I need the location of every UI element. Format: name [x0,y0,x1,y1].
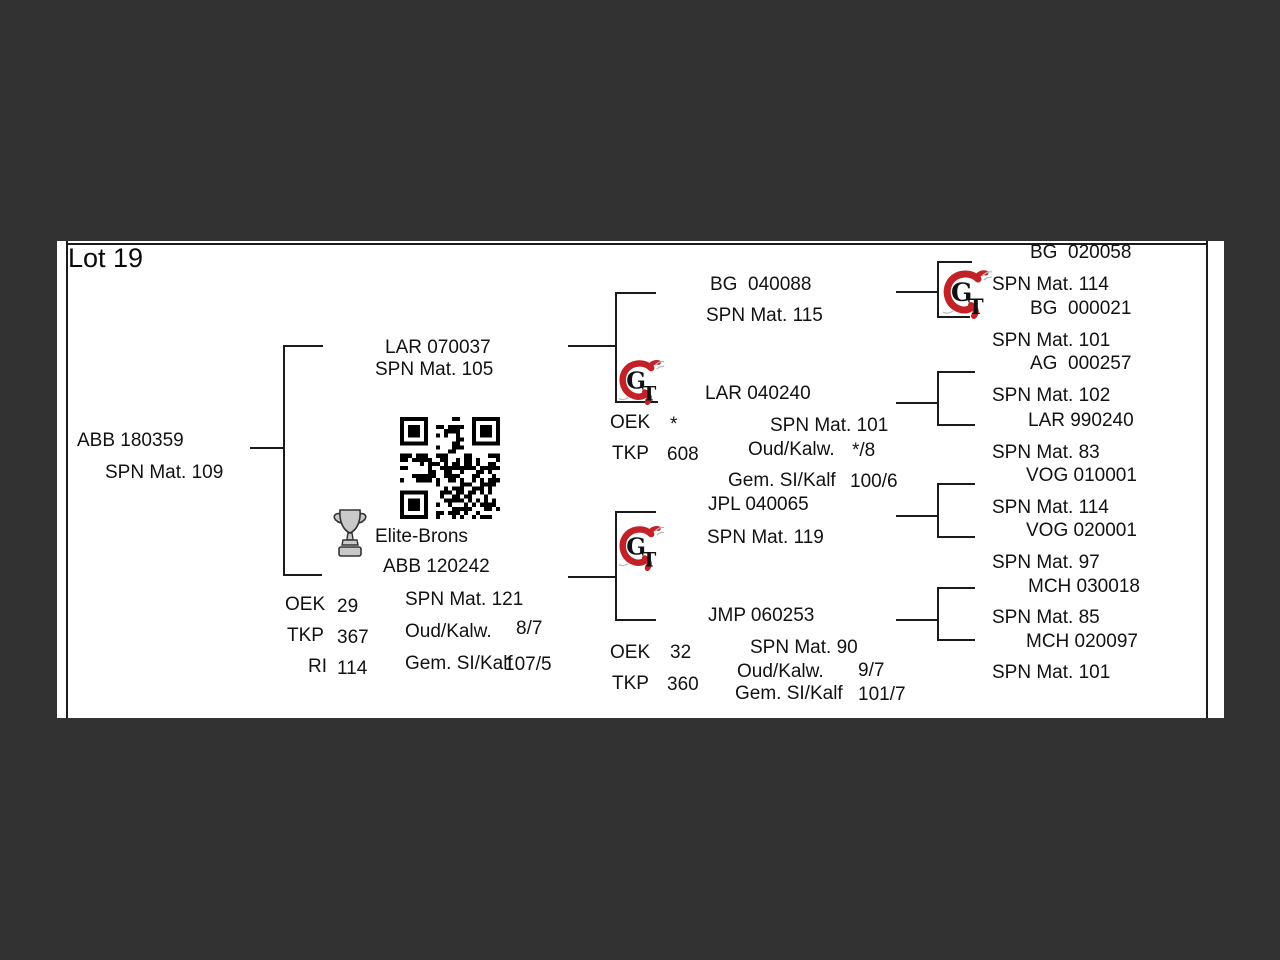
ancestor-id: LAR 990240 [1028,410,1134,431]
pedigree-connector [568,345,615,347]
sire-dam-spn: SPN Mat. 101 [770,415,889,436]
subject-id: ABB 180359 [77,430,184,451]
dam-oek-value: 29 [337,596,359,617]
ancestor-id: MCH 020097 [1026,631,1138,652]
dam-dam-spn: SPN Mat. 90 [750,637,858,658]
pedigree-connector [937,587,939,641]
sire-dam-gem-label: Gem. SI/Kalf [728,470,836,491]
dam-spn: SPN Mat. 121 [405,589,524,610]
ancestor-id: VOG 020001 [1026,520,1137,541]
pedigree-connector [937,424,975,426]
ancestor-spn: SPN Mat. 85 [992,607,1100,628]
gt-logo-icon [617,523,665,571]
pedigree-connector [568,576,615,578]
pedigree-connector [896,402,937,404]
dam-dam-oek-label: OEK [610,642,651,663]
pedigree-connector [283,345,323,347]
gt-logo-icon [941,265,993,321]
dam-oud-label: Oud/Kalw. [405,621,492,642]
ancestor-spn: SPN Mat. 101 [992,330,1111,351]
sire-dam-tkp-value: 608 [667,444,699,465]
gt-logo-icon [617,357,665,405]
sire-dam-tkp-label: TKP [612,443,649,464]
sire-spn: SPN Mat. 105 [375,359,494,380]
dam-dam-oud-label: Oud/Kalw. [737,661,824,682]
sire-dam-id: LAR 040240 [705,383,811,404]
pedigree-connector [896,291,937,293]
sire-dam-gem-value: 100/6 [850,471,898,492]
ancestor-spn: SPN Mat. 102 [992,385,1111,406]
ancestor-id: MCH 030018 [1028,576,1140,597]
dam-dam-gem-value: 101/7 [858,684,906,705]
ancestor-spn: SPN Mat. 114 [992,497,1109,518]
dam-award: Elite-Brons [375,526,468,547]
qr-code [400,417,500,519]
ancestor-spn: SPN Mat. 83 [992,442,1100,463]
ancestor-id: AG 000257 [1030,353,1132,374]
pedigree-page [57,241,1224,718]
pedigree-connector [283,345,285,576]
sire-id: LAR 070037 [385,337,491,358]
sire-sire-id: BG 040088 [710,274,812,295]
dam-tkp-value: 367 [337,627,369,648]
pedigree-connector [615,511,656,513]
ancestor-spn: SPN Mat. 97 [992,552,1100,573]
sire-sire-spn: SPN Mat. 115 [706,305,823,326]
dam-sire-spn: SPN Mat. 119 [707,527,824,548]
pedigree-connector [615,619,656,621]
sire-dam-oud-value: */8 [852,440,876,461]
sire-dam-oek-value: * [670,414,678,435]
dam-dam-tkp-label: TKP [612,673,649,694]
pedigree-connector [937,261,939,318]
dam-dam-tkp-value: 360 [667,674,699,695]
ancestor-spn: SPN Mat. 101 [992,662,1111,683]
dam-dam-gem-label: Gem. SI/Kalf [735,683,843,704]
dam-sire-id: JPL 040065 [708,494,809,515]
dam-dam-id: JMP 060253 [708,605,815,626]
trophy-icon [330,507,370,559]
dam-tkp-label: TKP [287,625,324,646]
pedigree-connector [937,371,975,373]
lot-title: Lot 19 [68,243,144,273]
page-frame-left-line [66,241,68,718]
pedigree-connector [896,619,937,621]
dam-ri-label: RI [308,656,327,677]
pedigree-connector [937,371,939,426]
pedigree-connector [937,261,972,263]
pedigree-connector [937,483,939,538]
ancestor-id: VOG 010001 [1026,465,1137,486]
dam-id: ABB 120242 [383,556,490,577]
pedigree-connector [937,536,975,538]
dam-dam-oud-value: 9/7 [858,660,885,681]
dam-oek-label: OEK [285,594,326,615]
dam-ri-value: 114 [337,658,368,679]
page-frame-right-line [1206,241,1208,718]
dam-gem-label: Gem. SI/Kalf [405,653,513,674]
pedigree-connector [937,639,975,641]
dam-dam-oek-value: 32 [670,642,692,663]
subject-spn: SPN Mat. 109 [105,462,224,483]
pedigree-connector [615,292,656,294]
ancestor-id: BG 020058 [1030,242,1132,263]
ancestor-id: BG 000021 [1030,298,1132,319]
ancestor-spn: SPN Mat. 114 [992,274,1109,295]
dam-oud-value: 8/7 [516,618,543,639]
sire-dam-oek-label: OEK [610,412,651,433]
sire-dam-oud-label: Oud/Kalw. [748,439,835,460]
pedigree-connector [283,574,322,576]
pedigree-connector [937,587,975,589]
pedigree-connector [896,515,937,517]
pedigree-connector [250,447,285,449]
pedigree-connector [937,483,975,485]
dam-gem-value: 107/5 [504,654,552,675]
